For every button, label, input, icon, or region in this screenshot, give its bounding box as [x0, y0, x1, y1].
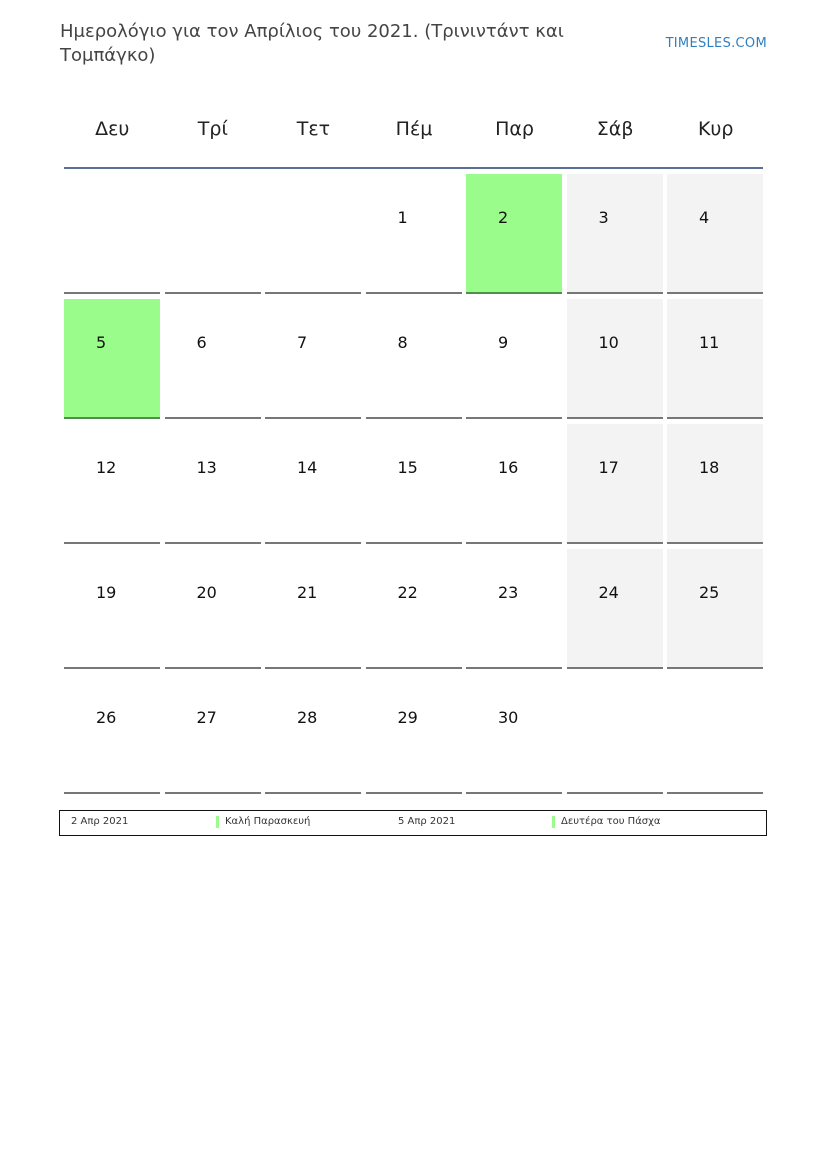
calendar-day-cell[interactable]	[265, 299, 361, 419]
calendar-day-cell[interactable]	[366, 424, 462, 544]
weekday-sun: Κυρ	[697, 118, 734, 140]
legend-holiday-name: Καλή Παρασκευή	[225, 816, 311, 827]
holiday-legend	[59, 810, 767, 836]
day-number: 8	[397, 333, 408, 352]
weekday-mon: Δευ	[95, 118, 130, 140]
calendar-day-cell[interactable]	[466, 299, 562, 419]
day-number: 7	[297, 333, 308, 352]
weekday-tue: Τρί	[197, 118, 228, 140]
calendar-day-cell[interactable]	[64, 549, 160, 669]
calendar-day-cell[interactable]	[366, 174, 462, 294]
calendar-day-cell[interactable]	[466, 674, 562, 794]
calendar-day-cell[interactable]	[466, 174, 562, 294]
calendar-day-cell	[667, 674, 763, 794]
day-number: 6	[196, 333, 207, 352]
calendar-day-cell[interactable]	[466, 424, 562, 544]
calendar-day-cell[interactable]	[64, 674, 160, 794]
calendar-day-cell	[567, 674, 663, 794]
day-number: 14	[297, 458, 318, 477]
day-number: 23	[498, 583, 519, 602]
day-number: 29	[397, 708, 418, 727]
day-number: 15	[397, 458, 418, 477]
day-number: 19	[96, 583, 117, 602]
brand-link[interactable]: TIMESLES.COM	[665, 36, 767, 51]
day-number: 5	[96, 333, 107, 352]
calendar-day-cell[interactable]	[265, 674, 361, 794]
day-number: 9	[498, 333, 509, 352]
legend-date: 2 Απρ 2021	[71, 816, 129, 827]
calendar-day-cell[interactable]	[165, 424, 261, 544]
day-number: 30	[498, 708, 519, 727]
day-number: 12	[96, 458, 117, 477]
day-number: 3	[598, 208, 609, 227]
header-divider	[64, 167, 763, 169]
calendar-day-cell[interactable]	[567, 424, 663, 544]
calendar-day-cell[interactable]	[265, 549, 361, 669]
weekday-fri: Παρ	[495, 118, 534, 140]
calendar-day-cell	[265, 174, 361, 294]
day-number: 25	[699, 583, 720, 602]
calendar-day-cell[interactable]	[567, 174, 663, 294]
calendar-day-cell	[64, 174, 160, 294]
day-number: 16	[498, 458, 519, 477]
calendar-day-cell[interactable]	[265, 424, 361, 544]
calendar-day-cell[interactable]	[667, 549, 763, 669]
calendar-day-cell[interactable]	[567, 299, 663, 419]
calendar-day-cell[interactable]	[366, 674, 462, 794]
calendar-day-cell	[165, 174, 261, 294]
day-number: 22	[397, 583, 418, 602]
calendar-day-cell[interactable]	[64, 299, 160, 419]
day-number: 21	[297, 583, 318, 602]
day-number: 27	[196, 708, 217, 727]
calendar-day-cell[interactable]	[366, 299, 462, 419]
page-title: Ημερολόγιο για τον Απρίλιος του 2021. (Τρινιντάντ και Τομπάγκο)	[60, 21, 564, 66]
calendar-day-cell[interactable]	[466, 549, 562, 669]
calendar-grid	[64, 174, 763, 794]
calendar-day-cell[interactable]	[366, 549, 462, 669]
day-number: 2	[498, 208, 509, 227]
day-number: 13	[196, 458, 217, 477]
calendar-day-cell[interactable]	[165, 299, 261, 419]
weekday-thu: Πέμ	[395, 118, 433, 140]
day-number: 10	[598, 333, 619, 352]
day-number: 28	[297, 708, 318, 727]
day-number: 24	[598, 583, 619, 602]
calendar-day-cell[interactable]	[667, 174, 763, 294]
weekday-wed: Τετ	[296, 118, 331, 140]
calendar-day-cell[interactable]	[667, 299, 763, 419]
day-number: 20	[196, 583, 217, 602]
calendar-day-cell[interactable]	[64, 424, 160, 544]
day-number: 18	[699, 458, 720, 477]
weekday-header	[64, 112, 764, 146]
day-number: 1	[397, 208, 408, 227]
calendar-day-cell[interactable]	[667, 424, 763, 544]
day-number: 4	[699, 208, 710, 227]
calendar-day-cell[interactable]	[567, 549, 663, 669]
legend-date: 5 Απρ 2021	[398, 816, 456, 827]
weekday-sat: Σάβ	[596, 118, 634, 140]
legend-holiday-name: Δευτέρα του Πάσχα	[561, 816, 661, 827]
calendar-day-cell[interactable]	[165, 674, 261, 794]
calendar-day-cell[interactable]	[165, 549, 261, 669]
day-number: 17	[598, 458, 619, 477]
day-number: 26	[96, 708, 117, 727]
day-number: 11	[699, 333, 720, 352]
